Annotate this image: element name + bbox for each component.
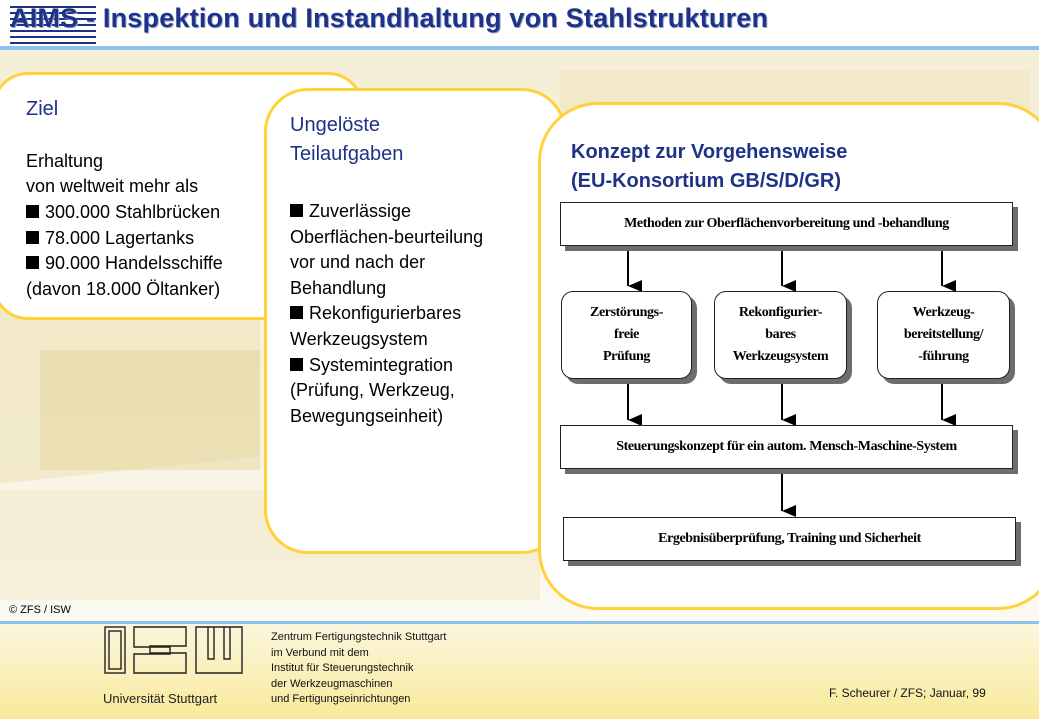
task-bullet: Systemintegration bbox=[290, 353, 453, 379]
concept-heading: (EU-Konsortium GB/S/D/GR) bbox=[571, 170, 841, 192]
task-line: Behandlung bbox=[290, 278, 387, 298]
flow-box-top: Methoden zur Oberflächenvorbereitung und -behandlung bbox=[560, 202, 1013, 246]
university-label: Universität Stuttgart bbox=[103, 691, 218, 706]
task-line: vor und nach der bbox=[290, 252, 426, 272]
institute-line: im Verbund mit dem bbox=[271, 646, 369, 659]
goal-bullet: 90.000 Handelsschiffe bbox=[26, 251, 223, 277]
task-bullet: Rekonfigurierbares bbox=[290, 301, 461, 327]
task-line: Werkzeugsystem bbox=[290, 329, 428, 349]
institute-info bbox=[271, 630, 446, 708]
institute-line: und Fertigungseinrichtungen bbox=[271, 693, 411, 705]
institute-line: Zentrum Fertigungstechnik Stuttgart bbox=[271, 631, 447, 643]
flow-box-tool-system: Rekonfigurier- bares Werkzeugsystem bbox=[714, 291, 847, 379]
author-date: F. Scheurer / ZFS; Januar, 99 bbox=[829, 686, 986, 700]
isw-logo-icon bbox=[104, 626, 244, 674]
goal-heading: Ziel bbox=[26, 98, 59, 120]
flow-box-ndt: Zerstörungs- freie Prüfung bbox=[561, 291, 692, 379]
task-line: Oberflächen-beurteilung bbox=[290, 227, 484, 247]
institute-line: der Werkzeugmaschinen bbox=[271, 677, 393, 690]
flow-box-bottom: Ergebnisüberprüfung, Training und Sicherheit bbox=[563, 517, 1016, 561]
open-tasks-heading: Ungelöste bbox=[290, 114, 381, 136]
goal-line: Erhaltung bbox=[26, 151, 104, 171]
goal-line: von weltweit mehr als bbox=[26, 176, 199, 196]
task-line: Bewegungseinheit) bbox=[290, 406, 444, 426]
goal-bullet: 78.000 Lagertanks bbox=[26, 226, 194, 252]
task-bullet: Zuverlässige bbox=[290, 199, 411, 225]
institute-line: Institut für Steuerungstechnik bbox=[271, 662, 414, 674]
page-title: AIMS - Inspektion und Instandhaltung von Stahlstrukturen bbox=[10, 3, 769, 33]
flow-box-control: Steuerungskonzept für ein autom. Mensch-Maschine-System bbox=[560, 425, 1013, 469]
goal-note: (davon 18.000 Öltanker) bbox=[26, 279, 221, 299]
task-line: (Prüfung, Werkzeug, bbox=[290, 380, 455, 400]
concept-heading: Konzept zur Vorgehensweise bbox=[571, 141, 848, 163]
open-tasks-heading: Teilaufgaben bbox=[290, 143, 404, 165]
goal-bullet: 300.000 Stahlbrücken bbox=[26, 200, 220, 226]
flow-box-tool-handling: Werkzeug- bereitstellung/ -führung bbox=[877, 291, 1010, 379]
copyright: © ZFS / ISW bbox=[9, 604, 71, 616]
